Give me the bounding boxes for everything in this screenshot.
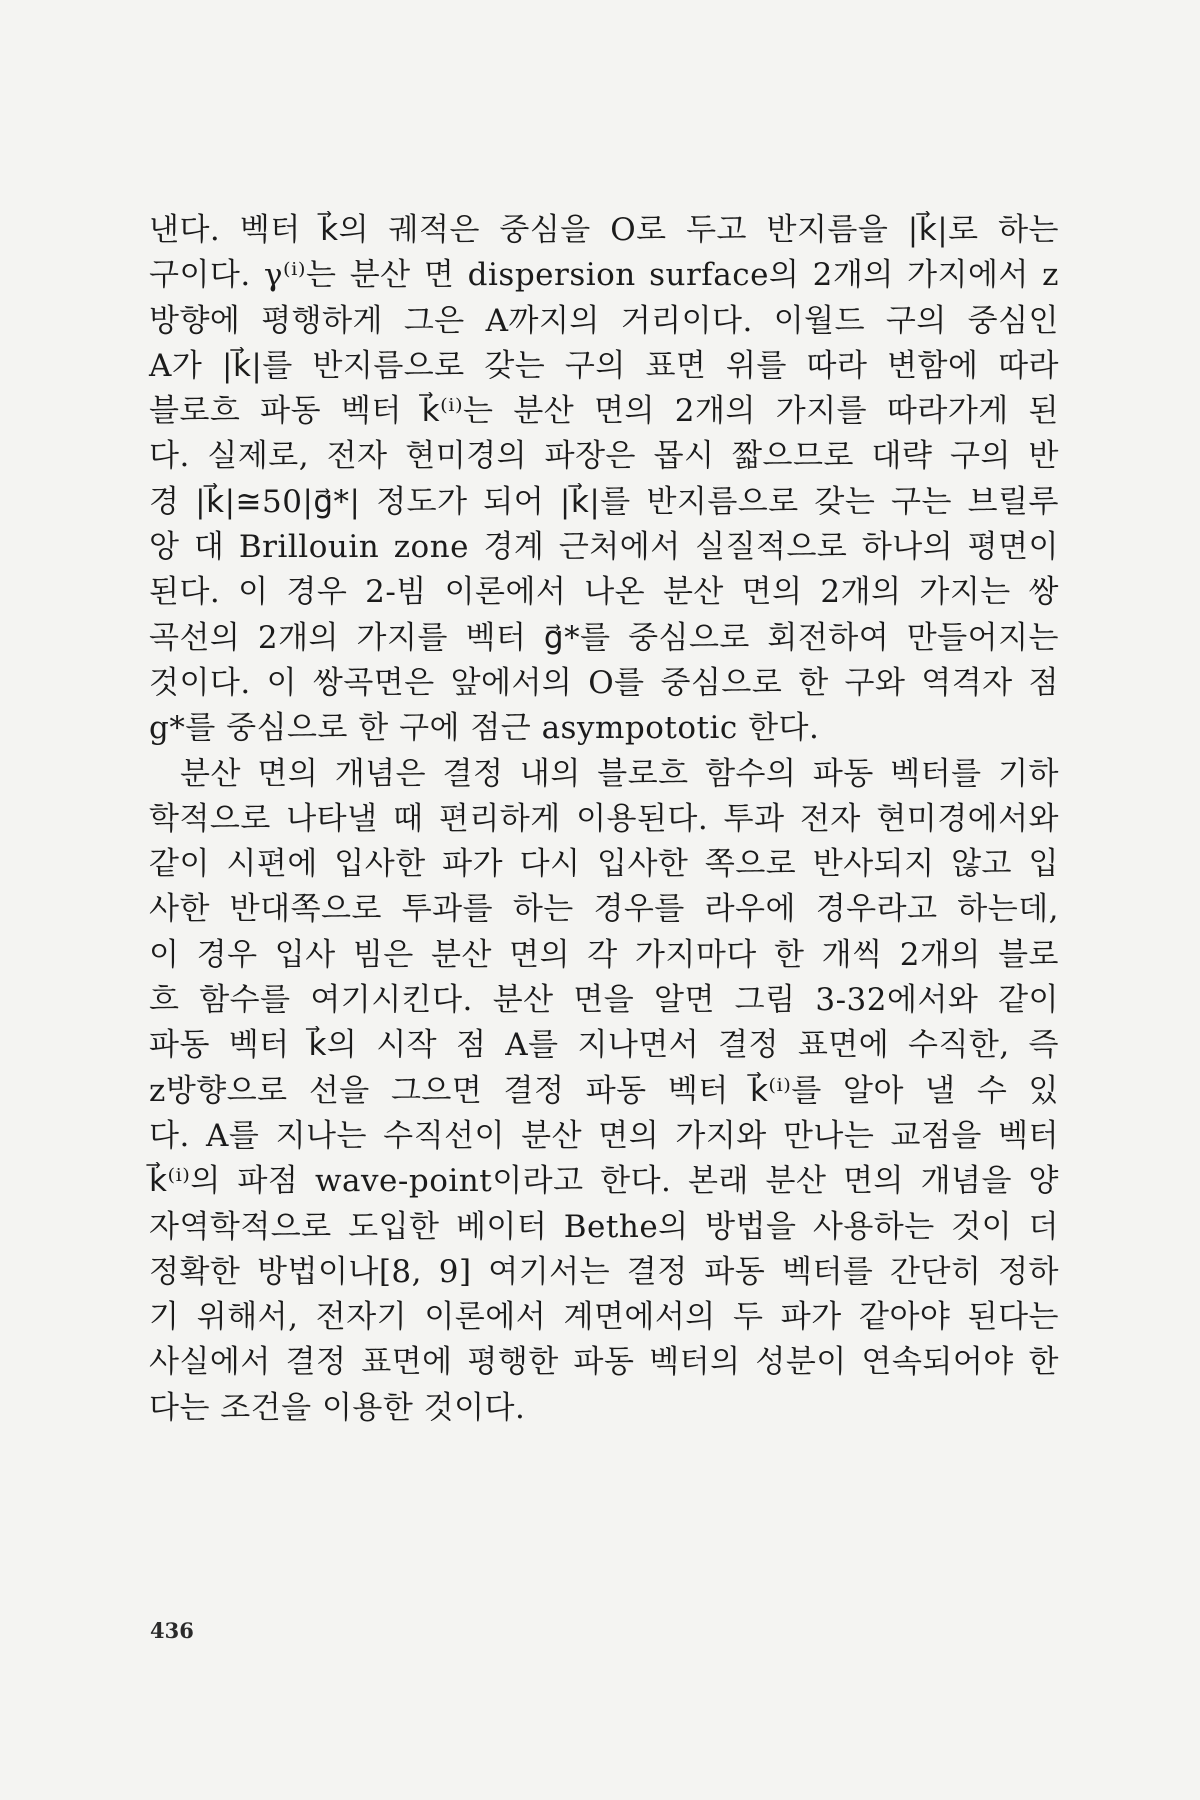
text-line: 블로흐 파동 벡터 k⃗⁽ⁱ⁾는 분산 면의 2개의 가지를 따라가게 된	[149, 393, 1059, 430]
page-number: 436	[150, 1618, 194, 1643]
text-line: 사실에서 결정 표면에 평행한 파동 벡터의 성분이 연속되어야 한	[149, 1344, 1059, 1381]
text-line: 낸다. 벡터 k⃗의 궤적은 중심을 O로 두고 반지름을 |k⃗|로 하는	[149, 212, 1059, 248]
text-line: 방향에 평행하게 그은 A까지의 거리이다. 이월드 구의 중심인	[149, 302, 1059, 339]
paragraph	[149, 752, 1059, 1431]
text-line: 것이다. 이 쌍곡면은 앞에서의 O를 중심으로 한 구와 역격자 점	[149, 664, 1059, 701]
text-line: 된다. 이 경우 2-빔 이론에서 나온 분산 면의 2개의 가지는 쌍	[149, 574, 1059, 611]
text-line: 사한 반대쪽으로 투과를 하는 경우를 라우에 경우라고 하는데,	[149, 891, 1059, 928]
text-line: z방향으로 선을 그으면 결정 파동 벡터 k⃗⁽ⁱ⁾를 알아 낼 수 있	[149, 1072, 1059, 1109]
paragraph	[149, 208, 1059, 752]
text-line: 앙 대 Brillouin zone 경계 근처에서 실질적으로 하나의 평면이	[149, 529, 1059, 566]
text-line: 자역학적으로 도입한 베이터 Bethe의 방법을 사용하는 것이 더	[149, 1208, 1059, 1245]
text-line: 곡선의 2개의 가지를 벡터 g⃗*를 중심으로 회전하여 만들어지는	[149, 619, 1059, 656]
text-line: 학적으로 나타낼 때 편리하게 이용된다. 투과 전자 현미경에서와	[149, 800, 1059, 837]
text-line: 같이 시편에 입사한 파가 다시 입사한 쪽으로 반사되지 않고 입	[149, 846, 1059, 883]
text-line: 기 위해서, 전자기 이론에서 계면에서의 두 파가 같아야 된다는	[149, 1299, 1059, 1336]
text-line: 흐 함수를 여기시킨다. 분산 면을 알면 그림 3-32에서와 같이	[149, 982, 1059, 1019]
text-line: k⃗⁽ⁱ⁾의 파점 wave-point이라고 한다. 본래 분산 면의 개념을 양	[149, 1163, 1059, 1200]
text-line: 다. A를 지나는 수직선이 분산 면의 가지와 만나는 교점을 벡터	[149, 1117, 1059, 1154]
text-line: 경 |k⃗|≅50|g⃗*| 정도가 되어 |k⃗|를 반지름으로 갖는 구는 브릴루	[149, 483, 1059, 520]
text-line: 정확한 방법이나[8, 9] 여기서는 결정 파동 벡터를 간단히 정하	[149, 1253, 1059, 1290]
text-line: 구이다. γ⁽ⁱ⁾는 분산 면 dispersion surface의 2개의 가지에서 z	[149, 257, 1059, 294]
text-line: 이 경우 입사 빔은 분산 면의 각 가지마다 한 개씩 2개의 블로	[149, 936, 1059, 973]
text-line: 파동 벡터 k⃗의 시작 점 A를 지나면서 결정 표면에 수직한, 즉	[149, 1027, 1059, 1064]
text-line: 다. 실제로, 전자 현미경의 파장은 몹시 짧으므로 대략 구의 반	[149, 438, 1059, 475]
text-line: 다는 조건을 이용한 것이다.	[149, 1389, 526, 1426]
text-line: g*를 중심으로 한 구에 점근 asympototic 한다.	[149, 710, 820, 747]
body-text	[149, 208, 1059, 1431]
text-line: A가 |k⃗|를 반지름으로 갖는 구의 표면 위를 따라 변함에 따라	[149, 347, 1059, 384]
text-line: 분산 면의 개념은 결정 내의 블로흐 함수의 파동 벡터를 기하	[180, 755, 1059, 792]
